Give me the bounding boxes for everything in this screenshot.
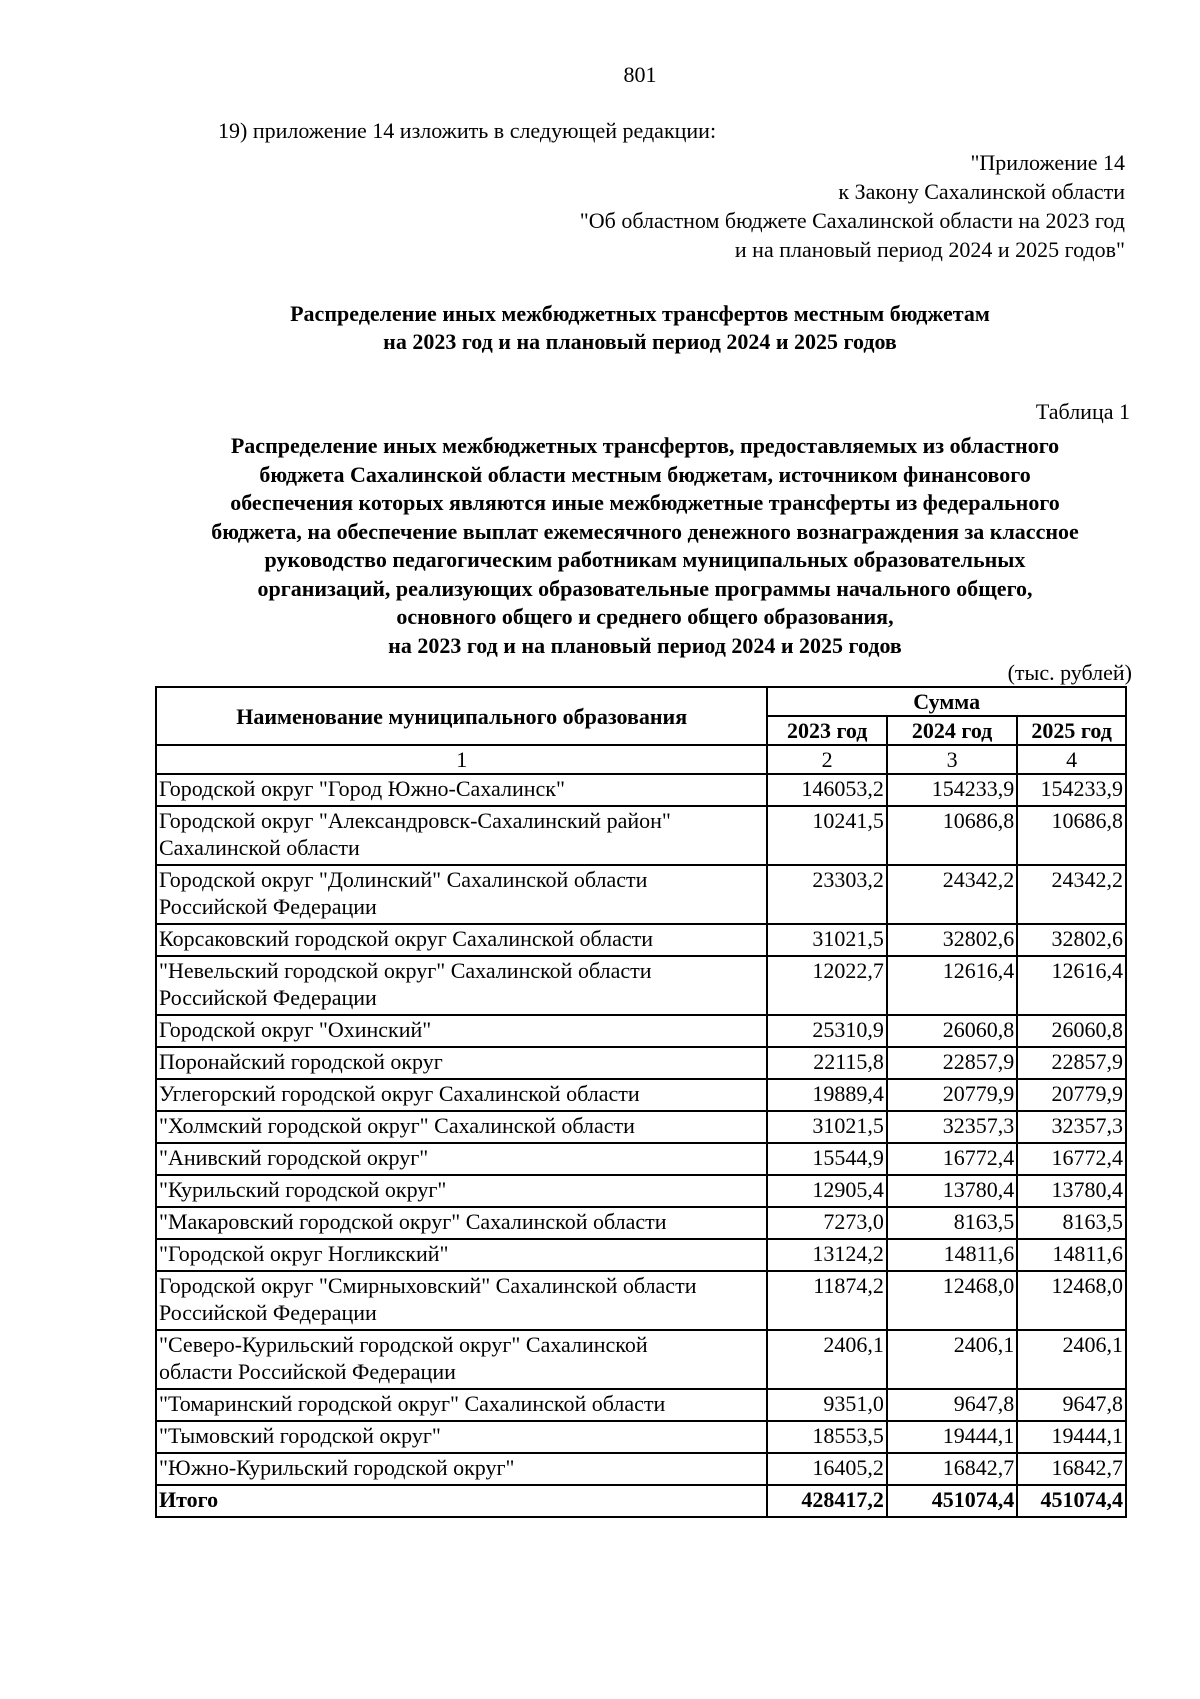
municipality-name bbox=[156, 1239, 767, 1271]
municipality-name bbox=[156, 1271, 767, 1330]
column-index-row bbox=[156, 745, 1126, 774]
municipality-name bbox=[156, 1389, 767, 1421]
header-municipality: Наименование муниципального образования bbox=[156, 687, 767, 745]
amount-2023: 23303,2 bbox=[767, 865, 887, 924]
units-label: (тыс. рублей) bbox=[1007, 660, 1132, 685]
amount-2023: 11874,2 bbox=[767, 1271, 887, 1330]
table-title-line: основного общего и среднего общего образования, bbox=[396, 604, 894, 629]
amount-2023: 12022,7 bbox=[767, 956, 887, 1015]
municipality-name-line: "Невельский городской округ" Сахалинской области bbox=[159, 958, 652, 983]
amount-2025: 26060,8 bbox=[1017, 1015, 1126, 1047]
table-row bbox=[156, 1079, 1126, 1111]
page-number: 801 bbox=[623, 62, 657, 87]
total-amount-2025: 451074,4 bbox=[1017, 1485, 1126, 1517]
amount-2025: 12616,4 bbox=[1017, 956, 1126, 1015]
amount-2023: 31021,5 bbox=[767, 1111, 887, 1143]
municipality-name-line: Российской Федерации bbox=[159, 894, 377, 919]
amount-2024: 9647,8 bbox=[887, 1389, 1017, 1421]
amount-2025: 9647,8 bbox=[1017, 1389, 1126, 1421]
amount-2025: 19444,1 bbox=[1017, 1421, 1126, 1453]
municipality-name-line: "Томаринский городской округ" Сахалинской области bbox=[159, 1391, 666, 1416]
amount-2023: 18553,5 bbox=[767, 1421, 887, 1453]
amount-2023: 19889,4 bbox=[767, 1079, 887, 1111]
total-amount-2023: 428417,2 bbox=[767, 1485, 887, 1517]
municipality-name bbox=[156, 865, 767, 924]
header-year-2023: 2023 год bbox=[767, 716, 887, 745]
amount-2024: 154233,9 bbox=[887, 774, 1017, 806]
municipality-name bbox=[156, 1207, 767, 1239]
appendix-header bbox=[580, 148, 1125, 264]
column-index: 2 bbox=[767, 745, 887, 774]
amount-2025: 24342,2 bbox=[1017, 865, 1126, 924]
table-row bbox=[156, 1143, 1126, 1175]
amount-2024: 16842,7 bbox=[887, 1453, 1017, 1485]
amount-2023: 12905,4 bbox=[767, 1175, 887, 1207]
amount-2024: 26060,8 bbox=[887, 1015, 1017, 1047]
header-year-2024: 2024 год bbox=[887, 716, 1017, 745]
municipality-name-line: "Холмский городской округ" Сахалинской области bbox=[159, 1113, 635, 1138]
amount-2023: 2406,1 bbox=[767, 1330, 887, 1389]
municipality-name-line: Корсаковский городской округ Сахалинской области bbox=[159, 926, 654, 951]
main-title-line: Распределение иных межбюджетных трансфертов местным бюджетам bbox=[290, 301, 990, 326]
municipality-name bbox=[156, 806, 767, 865]
municipality-name-line: "Южно-Курильский городской округ" bbox=[159, 1455, 515, 1480]
amount-2024: 14811,6 bbox=[887, 1239, 1017, 1271]
amount-2025: 14811,6 bbox=[1017, 1239, 1126, 1271]
municipality-name-line: Российской Федерации bbox=[159, 985, 377, 1010]
table-row bbox=[156, 865, 1126, 924]
appendix-line: и на плановый период 2024 и 2025 годов" bbox=[734, 237, 1125, 262]
municipality-name-line: Городской округ "Смирныховский" Сахалинской области bbox=[159, 1273, 697, 1298]
header-sum: Сумма bbox=[767, 687, 1126, 716]
municipality-name bbox=[156, 1330, 767, 1389]
table-row bbox=[156, 1271, 1126, 1330]
table-title-line: бюджета, на обеспечение выплат ежемесячного денежного вознаграждения за классное bbox=[211, 518, 1079, 544]
table-row bbox=[156, 924, 1126, 956]
transfers-table bbox=[155, 686, 1127, 1518]
municipality-name-line: Городской округ "Долинский" Сахалинской области bbox=[159, 867, 648, 892]
table-row bbox=[156, 956, 1126, 1015]
amendment-intro: 19) приложение 14 изложить в следующей редакции: bbox=[218, 118, 717, 143]
header-year-2025: 2025 год bbox=[1017, 716, 1126, 745]
total-row bbox=[156, 1485, 1126, 1517]
table-title-line: руководство педагогическим работникам муниципальных образовательных bbox=[264, 547, 1026, 572]
table-row bbox=[156, 806, 1126, 865]
amount-2025: 2406,1 bbox=[1017, 1330, 1126, 1389]
municipality-name-line: Городской округ "Александровск-Сахалинский район" bbox=[159, 808, 671, 833]
table-title bbox=[150, 432, 1140, 660]
column-index: 1 bbox=[156, 745, 767, 774]
amount-2023: 31021,5 bbox=[767, 924, 887, 956]
table-row bbox=[156, 1111, 1126, 1143]
municipality-name bbox=[156, 924, 767, 956]
municipality-name bbox=[156, 1111, 767, 1143]
municipality-name-line: Российской Федерации bbox=[159, 1300, 377, 1325]
amount-2023: 15544,9 bbox=[767, 1143, 887, 1175]
amount-2025: 22857,9 bbox=[1017, 1047, 1126, 1079]
amount-2023: 7273,0 bbox=[767, 1207, 887, 1239]
amount-2024: 8163,5 bbox=[887, 1207, 1017, 1239]
municipality-name-line: "Анивский городской округ" bbox=[159, 1145, 429, 1170]
amount-2023: 146053,2 bbox=[767, 774, 887, 806]
municipality-name-line: "Северо-Курильский городской округ" Сахалинской bbox=[159, 1332, 648, 1357]
amount-2025: 10686,8 bbox=[1017, 806, 1126, 865]
amount-2024: 12616,4 bbox=[887, 956, 1017, 1015]
appendix-line: "Приложение 14 bbox=[970, 150, 1125, 175]
amount-2024: 10686,8 bbox=[887, 806, 1017, 865]
municipality-name bbox=[156, 1015, 767, 1047]
table-row bbox=[156, 1330, 1126, 1389]
table-row bbox=[156, 1015, 1126, 1047]
amount-2024: 32357,3 bbox=[887, 1111, 1017, 1143]
amount-2024: 20779,9 bbox=[887, 1079, 1017, 1111]
municipality-name-line: Поронайский городской округ bbox=[159, 1049, 443, 1074]
main-title bbox=[0, 300, 1200, 356]
municipality-name-line: Городской округ "Город Южно-Сахалинск" bbox=[159, 776, 565, 801]
column-index: 3 bbox=[887, 745, 1017, 774]
municipality-name bbox=[156, 774, 767, 806]
amount-2025: 16772,4 bbox=[1017, 1143, 1126, 1175]
municipality-name-line: Сахалинской области bbox=[159, 835, 360, 860]
amount-2023: 22115,8 bbox=[767, 1047, 887, 1079]
table-row bbox=[156, 1239, 1126, 1271]
table-row bbox=[156, 1207, 1126, 1239]
amount-2023: 16405,2 bbox=[767, 1453, 887, 1485]
table-label: Таблица 1 bbox=[1035, 399, 1130, 424]
table-title-line: на 2023 год и на плановый период 2024 и 2025 годов bbox=[388, 632, 902, 658]
amount-2023: 13124,2 bbox=[767, 1239, 887, 1271]
municipality-name bbox=[156, 1143, 767, 1175]
table-title-line: бюджета Сахалинской области местным бюджетам, источником финансового bbox=[259, 461, 1031, 487]
table-title-line: Распределение иных межбюджетных трансфертов, предоставляемых из областного bbox=[230, 433, 1060, 458]
amount-2023: 10241,5 bbox=[767, 806, 887, 865]
amount-2024: 22857,9 bbox=[887, 1047, 1017, 1079]
municipality-name bbox=[156, 1421, 767, 1453]
municipality-name-line: "Тымовский городской округ" bbox=[159, 1423, 441, 1448]
table-row bbox=[156, 1421, 1126, 1453]
amount-2024: 19444,1 bbox=[887, 1421, 1017, 1453]
municipality-name-line: Углегорский городской округ Сахалинской области bbox=[159, 1081, 640, 1106]
municipality-name bbox=[156, 956, 767, 1015]
table-row bbox=[156, 1047, 1126, 1079]
amount-2025: 8163,5 bbox=[1017, 1207, 1126, 1239]
amount-2025: 13780,4 bbox=[1017, 1175, 1126, 1207]
amount-2025: 20779,9 bbox=[1017, 1079, 1126, 1111]
amount-2024: 13780,4 bbox=[887, 1175, 1017, 1207]
main-title-line: на 2023 год и на плановый период 2024 и 2025 годов bbox=[383, 329, 897, 354]
municipality-name bbox=[156, 1047, 767, 1079]
table-title-line: организаций, реализующих образовательные программы начального общего, bbox=[257, 575, 1033, 601]
appendix-line: "Об областном бюджете Сахалинской области на 2023 год bbox=[579, 208, 1125, 233]
total-label: Итого bbox=[156, 1485, 767, 1517]
table-row bbox=[156, 774, 1126, 806]
municipality-name-line: "Городской округ Ногликский" bbox=[159, 1241, 449, 1266]
table-row bbox=[156, 1453, 1126, 1485]
amount-2025: 154233,9 bbox=[1017, 774, 1126, 806]
amount-2023: 9351,0 bbox=[767, 1389, 887, 1421]
amount-2025: 16842,7 bbox=[1017, 1453, 1126, 1485]
amount-2025: 32802,6 bbox=[1017, 924, 1126, 956]
column-index: 4 bbox=[1017, 745, 1126, 774]
amount-2025: 12468,0 bbox=[1017, 1271, 1126, 1330]
table-title-line: обеспечения которых являются иные межбюджетные трансферты из федерального bbox=[230, 490, 1060, 515]
municipality-name-line: "Курильский городской округ" bbox=[159, 1177, 447, 1202]
municipality-name-line: области Российской Федерации bbox=[159, 1359, 456, 1384]
municipality-name bbox=[156, 1175, 767, 1207]
amount-2025: 32357,3 bbox=[1017, 1111, 1126, 1143]
total-amount-2024: 451074,4 bbox=[887, 1485, 1017, 1517]
municipality-name-line: "Макаровский городской округ" Сахалинской области bbox=[159, 1209, 667, 1234]
table-row bbox=[156, 1175, 1126, 1207]
amount-2024: 16772,4 bbox=[887, 1143, 1017, 1175]
table-row bbox=[156, 1389, 1126, 1421]
appendix-line: к Закону Сахалинской области bbox=[838, 179, 1125, 204]
municipality-name bbox=[156, 1453, 767, 1485]
amount-2024: 24342,2 bbox=[887, 865, 1017, 924]
amount-2023: 25310,9 bbox=[767, 1015, 887, 1047]
municipality-name bbox=[156, 1079, 767, 1111]
municipality-name-line: Городской округ "Охинский" bbox=[159, 1017, 432, 1042]
amount-2024: 2406,1 bbox=[887, 1330, 1017, 1389]
amount-2024: 12468,0 bbox=[887, 1271, 1017, 1330]
amount-2024: 32802,6 bbox=[887, 924, 1017, 956]
